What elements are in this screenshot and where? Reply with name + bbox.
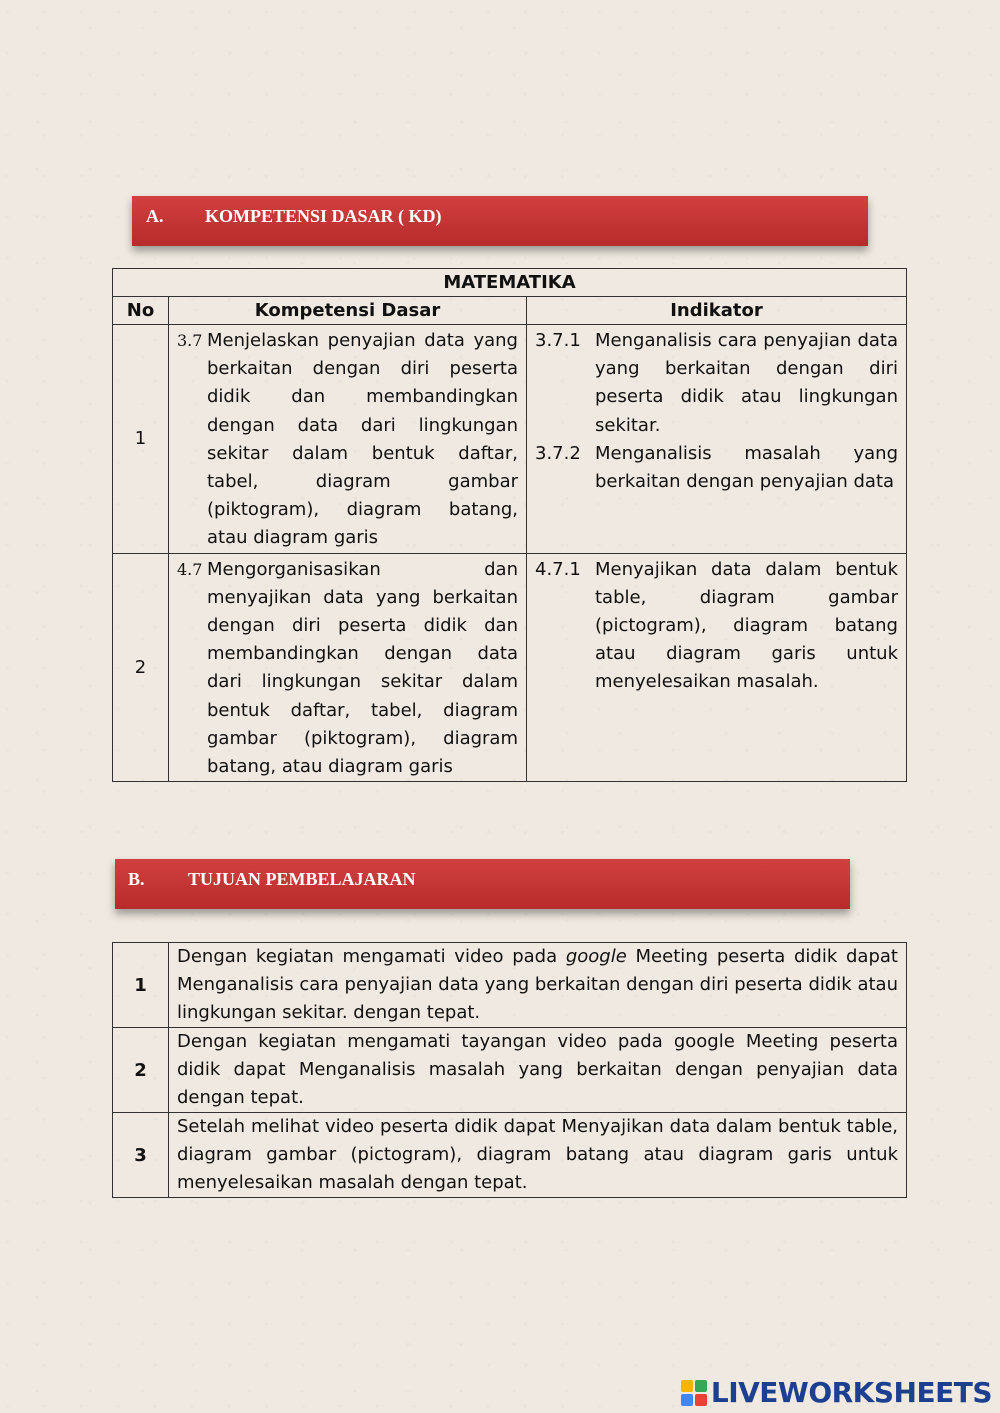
objective-text-part: Dengan kegiatan mengamati tayangan video pada google Meeting peserta didik dapat Menganalisis masalah yang berkaitan dengan penyajian data dengan tepat.	[177, 1031, 898, 1108]
row-no: 2	[113, 1028, 169, 1113]
kd-cell	[169, 553, 527, 782]
kd-text: Menjelaskan penyajian data yang berkaitan dengan diri peserta didik dan membandingkan dengan data dari lingkungan sekitar dalam bentuk daftar, tabel, diagram gambar (piktogram), diagram batang, atau diagram garis	[207, 330, 518, 549]
table-row	[113, 553, 907, 782]
objective-text	[169, 1113, 907, 1198]
indicator-cell	[527, 553, 907, 782]
section-b-letter: B.	[128, 869, 145, 889]
kd-number: 3.7	[177, 331, 203, 350]
table-row	[113, 943, 907, 1028]
table-row	[113, 1113, 907, 1198]
indicator-cell	[527, 325, 907, 554]
header-kd: Kompetensi Dasar	[169, 297, 527, 325]
indicator-number: 3.7.2	[535, 442, 581, 464]
logo-text: LIVEWORKSHEETS	[710, 1376, 992, 1409]
section-b-banner	[115, 859, 850, 909]
section-b-title: TUJUAN PEMBELAJARAN	[188, 869, 416, 889]
table-row	[113, 1028, 907, 1113]
kompetensi-dasar-table	[112, 268, 907, 782]
tujuan-pembelajaran-table	[112, 942, 907, 1198]
header-indikator: Indikator	[527, 297, 907, 325]
indicator-text: Menganalisis masalah yang berkaitan dengan penyajian data	[595, 442, 898, 493]
table-row	[113, 325, 907, 554]
objective-text-part: Dengan kegiatan mengamati video pada	[177, 946, 566, 967]
section-a-banner	[132, 196, 868, 246]
indicator-number: 3.7.1	[535, 330, 581, 351]
liveworksheets-logo	[681, 1376, 992, 1409]
indicator-text: Menganalisis cara penyajian data yang berkaitan dengan diri peserta didik atau lingkungan sekitar.	[595, 330, 898, 436]
logo-blocks-icon	[681, 1380, 707, 1406]
kd-number: 4.7	[177, 559, 203, 579]
row-no: 2	[113, 553, 169, 782]
objective-text	[169, 1028, 907, 1113]
row-no: 1	[113, 325, 169, 554]
objective-text-italic: google	[565, 946, 627, 967]
objective-text	[169, 943, 907, 1028]
section-a-title: KOMPETENSI DASAR ( KD)	[205, 206, 442, 226]
header-no: No	[113, 297, 169, 325]
indicator-text: Menyajikan data dalam bentuk table, diagram gambar (pictogram), diagram batang atau diagram garis untuk menyelesaikan masalah.	[595, 558, 898, 693]
indicator-number: 4.7.1	[535, 558, 581, 580]
kd-text: Mengorganisasikan dan menyajikan data yang berkaitan dengan diri peserta didik dan membandingkan dengan data dari lingkungan sekitar dalam bentuk daftar, tabel, diagram gambar (piktogram), diagram batang, atau diagram garis	[207, 558, 518, 778]
subject-header: MATEMATIKA	[113, 269, 907, 297]
objective-text-part: Meeting peserta didik dapat Menganalisis cara penyajian data yang berkaitan dengan diri peserta didik atau lingkungan sekitar. dengan tepat.	[177, 946, 898, 1023]
section-a-letter: A.	[146, 206, 164, 226]
row-no: 1	[113, 943, 169, 1028]
objective-text-part: Setelah melihat video peserta didik dapat Menyajikan data dalam bentuk table, diagram gambar (pictogram), diagram batang atau diagram garis untuk menyelesaikan masalah dengan tepat.	[177, 1116, 898, 1193]
kd-cell	[169, 325, 527, 554]
row-no: 3	[113, 1113, 169, 1198]
